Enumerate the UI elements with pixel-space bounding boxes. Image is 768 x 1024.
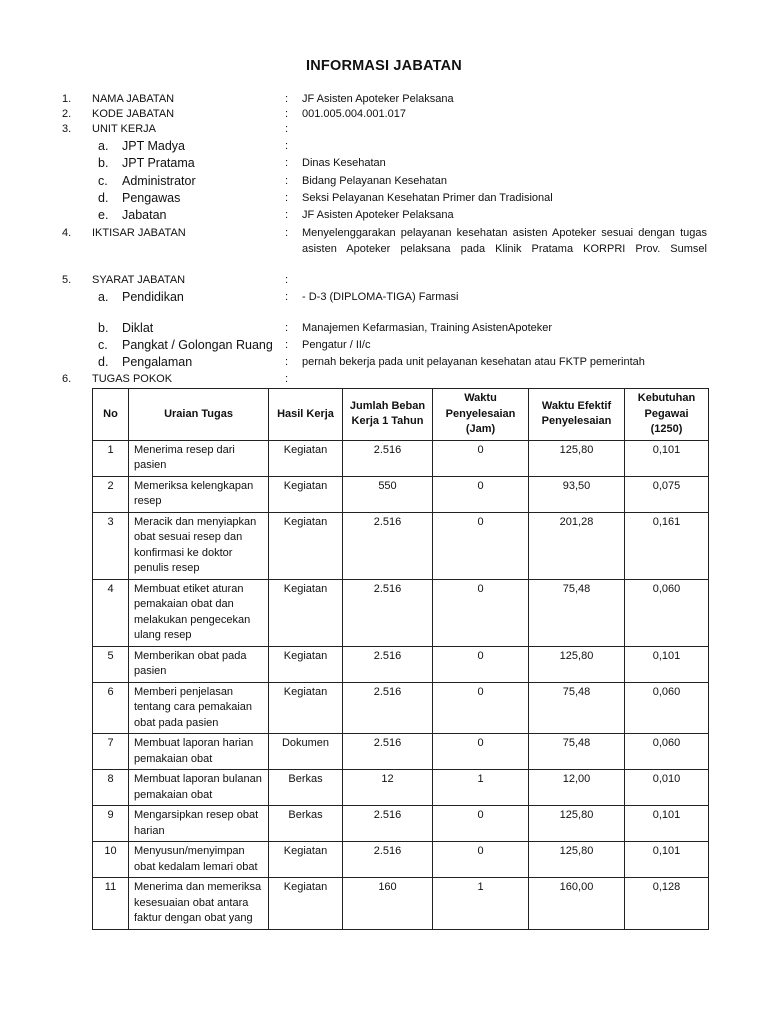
cell-uraian: Meracik dan menyiapkan obat sesuai resep dan konfirmasi ke doktor penulis resep	[129, 512, 269, 579]
item-colon: :	[285, 291, 289, 303]
cell-efektif: 125,80	[529, 806, 625, 842]
syarat-item-pengalaman	[0, 354, 768, 371]
field-colon: :	[285, 108, 289, 120]
cell-uraian: Memberi penjelasan tentang cara pemakaian obat pada pasien	[129, 682, 269, 734]
tugas-pokok-table	[92, 388, 709, 930]
field-unit-kerja	[0, 121, 768, 138]
cell-efektif: 201,28	[529, 512, 625, 579]
item-colon: :	[285, 175, 289, 187]
unit-item-pengawas	[0, 190, 768, 207]
item-colon: :	[285, 339, 289, 351]
unit-item-jpt-pratama	[0, 155, 768, 172]
cell-efektif: 125,80	[529, 842, 625, 878]
item-letter: c.	[98, 174, 108, 188]
table-row	[93, 806, 709, 842]
table-row	[93, 646, 709, 682]
table-row	[93, 878, 709, 930]
cell-hasil: Kegiatan	[269, 878, 343, 930]
cell-kebutuhan: 0,101	[625, 440, 709, 476]
cell-jumlah: 2.516	[343, 806, 433, 842]
table-row	[93, 512, 709, 579]
field-label: TUGAS POKOK	[92, 373, 173, 385]
field-number: 5.	[62, 274, 72, 286]
cell-efektif: 125,80	[529, 440, 625, 476]
unit-item-jpt-madya	[0, 138, 768, 155]
item-colon: :	[285, 157, 289, 169]
cell-hasil: Kegiatan	[269, 682, 343, 734]
item-label: Pangkat / Golongan Ruang	[122, 338, 273, 352]
cell-jumlah: 2.516	[343, 734, 433, 770]
table-row	[93, 476, 709, 512]
header-kebutuhan-pegawai: Kebutuhan Pegawai (1250)	[625, 389, 709, 441]
cell-uraian: Membuat etiket aturan pemakaian obat dan melakukan pengecekan ulang resep	[129, 579, 269, 646]
cell-jumlah: 2.516	[343, 440, 433, 476]
item-value: Pengatur / II/c	[302, 339, 371, 351]
field-colon: :	[285, 274, 289, 286]
item-value: pernah bekerja pada unit pelayanan kesehatan atau FKTP pemerintah	[302, 356, 645, 368]
item-colon: :	[285, 140, 289, 152]
cell-kebutuhan: 0,101	[625, 842, 709, 878]
cell-uraian: Memberikan obat pada pasien	[129, 646, 269, 682]
field-label: SYARAT JABATAN	[92, 274, 186, 286]
cell-hasil: Berkas	[269, 770, 343, 806]
field-number: 4.	[62, 227, 72, 239]
cell-efektif: 93,50	[529, 476, 625, 512]
field-syarat-jabatan	[0, 272, 768, 289]
field-label: KODE JABATAN	[92, 108, 175, 120]
header-waktu-efektif: Waktu Efektif Penyelesaian	[529, 389, 625, 441]
header-hasil-kerja: Hasil Kerja	[269, 389, 343, 441]
field-number: 2.	[62, 108, 72, 120]
cell-waktu: 0	[433, 682, 529, 734]
cell-efektif: 75,48	[529, 682, 625, 734]
cell-uraian: Membuat laporan bulanan pemakaian obat	[129, 770, 269, 806]
item-value: Dinas Kesehatan	[302, 157, 386, 169]
cell-jumlah: 160	[343, 878, 433, 930]
item-label: Pengawas	[122, 191, 181, 205]
header-waktu-penyelesaian: Waktu Penyelesaian (Jam)	[433, 389, 529, 441]
cell-waktu: 0	[433, 579, 529, 646]
table-row	[93, 770, 709, 806]
field-colon: :	[285, 373, 289, 385]
cell-hasil: Kegiatan	[269, 512, 343, 579]
table-row	[93, 842, 709, 878]
cell-no: 2	[93, 476, 129, 512]
cell-waktu: 0	[433, 842, 529, 878]
cell-hasil: Kegiatan	[269, 476, 343, 512]
item-colon: :	[285, 322, 289, 334]
field-label: IKTISAR JABATAN	[92, 227, 186, 239]
table-row	[93, 440, 709, 476]
cell-waktu: 0	[433, 512, 529, 579]
item-letter: a.	[98, 290, 109, 304]
field-number: 1.	[62, 93, 72, 105]
item-colon: :	[285, 209, 289, 221]
item-letter: e.	[98, 208, 109, 222]
cell-hasil: Kegiatan	[269, 842, 343, 878]
iktisar-line-2: asisten Apoteker pelaksana pada Klinik Pratama KORPRI Prov. Sumsel	[302, 243, 707, 255]
cell-efektif: 12,00	[529, 770, 625, 806]
item-label: Pengalaman	[122, 355, 193, 369]
cell-kebutuhan: 0,010	[625, 770, 709, 806]
cell-efektif: 125,80	[529, 646, 625, 682]
cell-waktu: 0	[433, 440, 529, 476]
iktisar-line-1: Menyelenggarakan pelayanan kesehatan asisten Apoteker sesuai dengan tugas	[302, 227, 707, 239]
cell-no: 9	[93, 806, 129, 842]
item-label: JPT Madya	[122, 139, 185, 153]
cell-no: 4	[93, 579, 129, 646]
cell-waktu: 1	[433, 878, 529, 930]
item-value: - D-3 (DIPLOMA-TIGA) Farmasi	[302, 291, 459, 303]
field-number: 6.	[62, 373, 72, 385]
cell-uraian: Menyusun/menyimpan obat kedalam lemari obat	[129, 842, 269, 878]
field-colon: :	[285, 93, 289, 105]
cell-kebutuhan: 0,101	[625, 646, 709, 682]
header-no: No	[93, 389, 129, 441]
cell-efektif: 75,48	[529, 734, 625, 770]
item-letter: d.	[98, 191, 109, 205]
cell-efektif: 75,48	[529, 579, 625, 646]
cell-kebutuhan: 0,128	[625, 878, 709, 930]
cell-hasil: Kegiatan	[269, 579, 343, 646]
item-value: Bidang Pelayanan Kesehatan	[302, 175, 447, 187]
item-value: JF Asisten Apoteker Pelaksana	[302, 209, 454, 221]
field-label: NAMA JABATAN	[92, 93, 175, 105]
cell-kebutuhan: 0,060	[625, 579, 709, 646]
unit-item-administrator	[0, 173, 768, 190]
item-letter: b.	[98, 321, 109, 335]
cell-waktu: 0	[433, 734, 529, 770]
header-jumlah-beban: Jumlah Beban Kerja 1 Tahun	[343, 389, 433, 441]
item-letter: c.	[98, 338, 108, 352]
item-value: Seksi Pelayanan Kesehatan Primer dan Tradisional	[302, 192, 553, 204]
item-letter: b.	[98, 156, 109, 170]
cell-kebutuhan: 0,075	[625, 476, 709, 512]
cell-kebutuhan: 0,060	[625, 734, 709, 770]
cell-no: 3	[93, 512, 129, 579]
cell-uraian: Menerima resep dari pasien	[129, 440, 269, 476]
cell-jumlah: 2.516	[343, 682, 433, 734]
cell-jumlah: 12	[343, 770, 433, 806]
item-colon: :	[285, 356, 289, 368]
cell-no: 10	[93, 842, 129, 878]
cell-jumlah: 2.516	[343, 842, 433, 878]
cell-no: 1	[93, 440, 129, 476]
item-label: Diklat	[122, 321, 154, 335]
item-label: Jabatan	[122, 208, 167, 222]
syarat-item-pangkat	[0, 337, 768, 354]
field-number: 3.	[62, 123, 72, 135]
field-colon: :	[285, 123, 289, 135]
field-colon: :	[285, 227, 289, 239]
cell-waktu: 1	[433, 770, 529, 806]
table-row	[93, 734, 709, 770]
field-tugas-pokok	[0, 371, 768, 388]
cell-kebutuhan: 0,161	[625, 512, 709, 579]
cell-no: 7	[93, 734, 129, 770]
field-value: JF Asisten Apoteker Pelaksana	[302, 93, 454, 105]
cell-no: 5	[93, 646, 129, 682]
field-label: UNIT KERJA	[92, 123, 156, 135]
cell-uraian: Memeriksa kelengkapan resep	[129, 476, 269, 512]
unit-item-jabatan	[0, 207, 768, 224]
cell-no: 6	[93, 682, 129, 734]
item-label: Pendidikan	[122, 290, 184, 304]
cell-kebutuhan: 0,060	[625, 682, 709, 734]
cell-hasil: Dokumen	[269, 734, 343, 770]
cell-jumlah: 2.516	[343, 512, 433, 579]
cell-kebutuhan: 0,101	[625, 806, 709, 842]
item-label: JPT Pratama	[122, 156, 195, 170]
cell-hasil: Kegiatan	[269, 646, 343, 682]
cell-uraian: Mengarsipkan resep obat harian	[129, 806, 269, 842]
item-letter: a.	[98, 139, 109, 153]
document-title: INFORMASI JABATAN	[306, 58, 462, 74]
item-label: Administrator	[122, 174, 196, 188]
cell-hasil: Berkas	[269, 806, 343, 842]
cell-uraian: Menerima dan memeriksa kesesuaian obat antara faktur dengan obat yang	[129, 878, 269, 930]
cell-jumlah: 2.516	[343, 579, 433, 646]
cell-waktu: 0	[433, 806, 529, 842]
cell-jumlah: 550	[343, 476, 433, 512]
cell-efektif: 160,00	[529, 878, 625, 930]
field-value: 001.005.004.001.017	[302, 108, 406, 120]
item-colon: :	[285, 192, 289, 204]
header-uraian-tugas: Uraian Tugas	[129, 389, 269, 441]
cell-no: 11	[93, 878, 129, 930]
syarat-item-pendidikan	[0, 289, 768, 306]
item-value: Manajemen Kefarmasian, Training AsistenApoteker	[302, 322, 553, 334]
syarat-item-diklat	[0, 320, 768, 337]
cell-uraian: Membuat laporan harian pemakaian obat	[129, 734, 269, 770]
cell-hasil: Kegiatan	[269, 440, 343, 476]
table-row	[93, 682, 709, 734]
cell-waktu: 0	[433, 476, 529, 512]
cell-jumlah: 2.516	[343, 646, 433, 682]
cell-waktu: 0	[433, 646, 529, 682]
table-row	[93, 579, 709, 646]
cell-no: 8	[93, 770, 129, 806]
table-header-row	[93, 389, 709, 441]
item-letter: d.	[98, 355, 109, 369]
